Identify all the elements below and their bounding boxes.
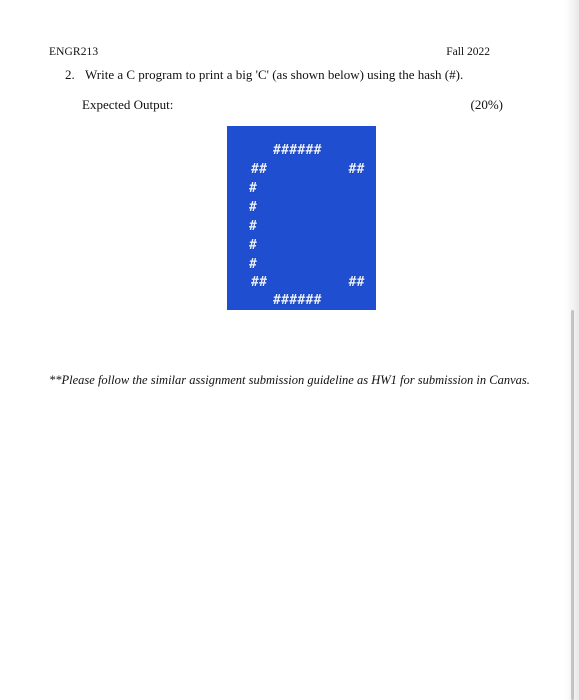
vertical-scrollbar[interactable] (571, 310, 574, 700)
question-text: Write a C program to print a big 'C' (as shown below) using the hash (#). (85, 67, 464, 82)
output-line-9: ###### (273, 293, 322, 308)
output-line-5: # (249, 219, 258, 234)
output-line-8: ## ## (251, 275, 365, 290)
submission-note: **Please follow the similar assignment submission guideline as HW1 for submission in Canvas. (49, 373, 530, 387)
output-line-7: # (249, 257, 258, 272)
expected-output-console (227, 126, 376, 310)
output-line-6: # (249, 238, 258, 253)
question-2 (65, 67, 463, 83)
course-code: ENGR213 (49, 46, 99, 58)
question-number: 2. (65, 67, 75, 82)
output-line-2: ## ## (251, 162, 365, 177)
output-line-3: # (249, 181, 258, 196)
output-line-4: # (249, 200, 258, 215)
term-label: Fall 2022 (446, 46, 490, 58)
expected-output-label: Expected Output: (82, 97, 174, 112)
question-weight: (20%) (470, 97, 503, 112)
output-line-1: ###### (273, 143, 322, 158)
